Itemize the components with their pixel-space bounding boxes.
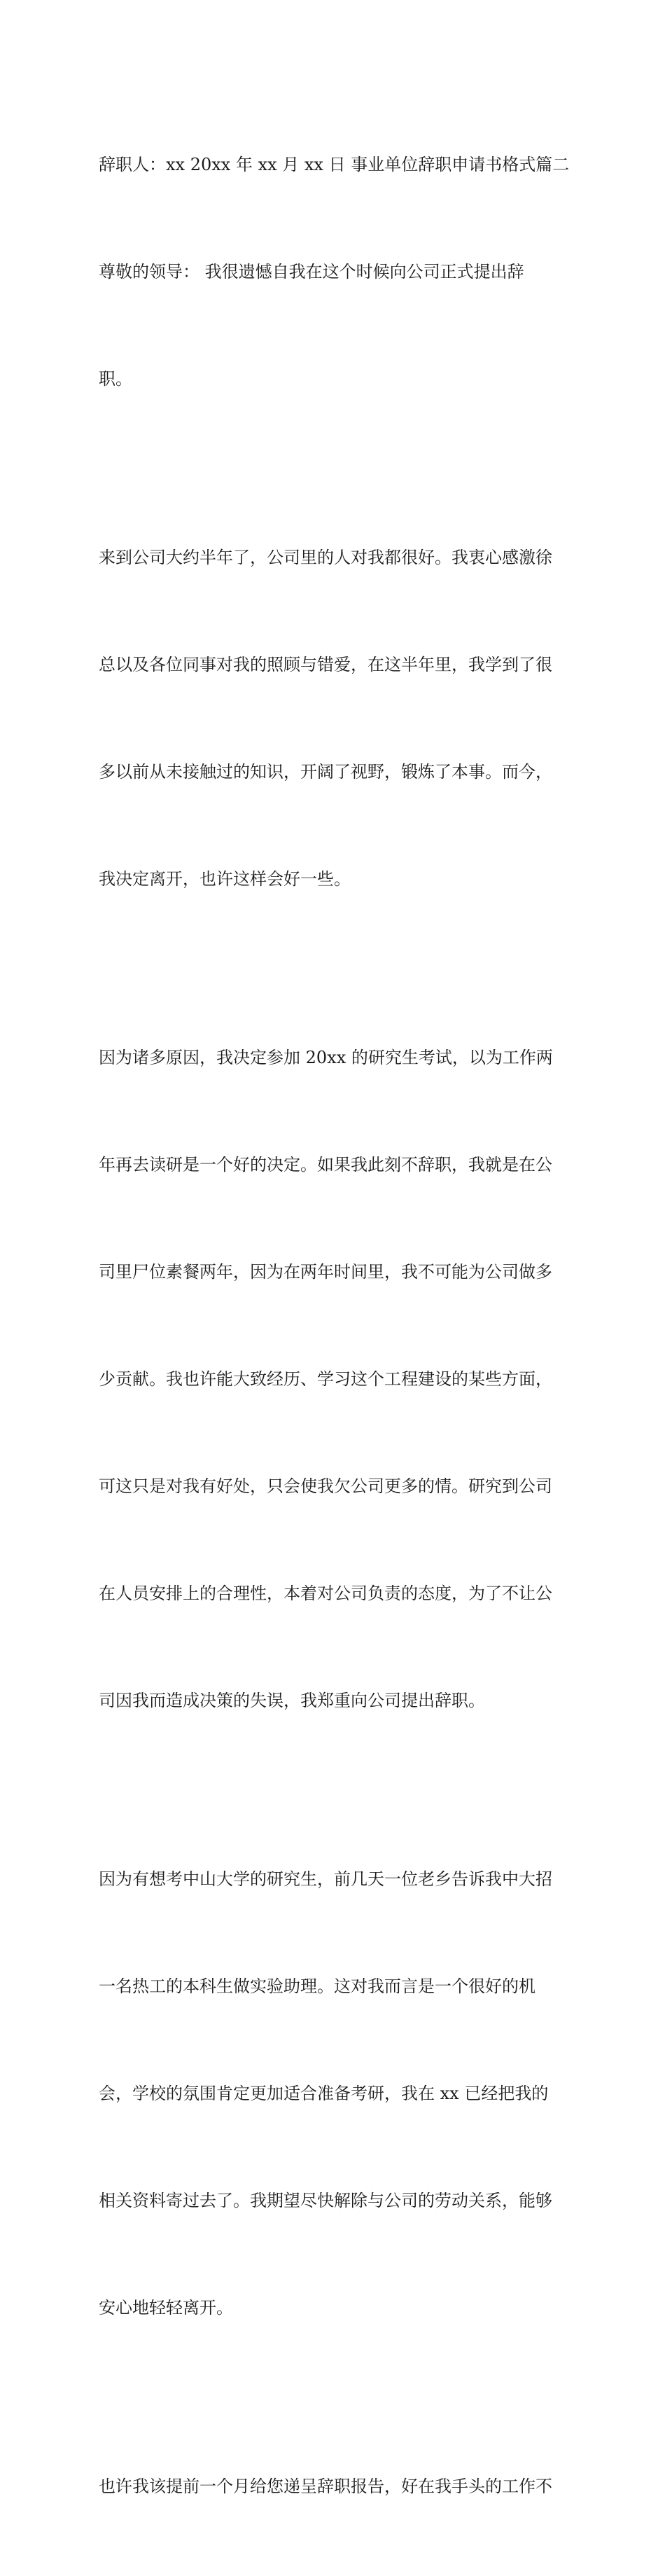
text-line: 一名热工的本科生做实验助理。这对我而言是一个很好的机	[99, 1976, 536, 1996]
text-line: 司里尸位素餐两年，因为在两年时间里，我不可能为公司做多	[99, 1262, 552, 1282]
text-line: 我决定离开，也许这样会好一些。	[99, 869, 351, 889]
text-line: 因为有想考中山大学的研究生，前几天一位老乡告诉我中大招	[99, 1869, 552, 1889]
text-line: 也许我该提前一个月给您递呈辞职报告，好在我手头的工作不	[99, 2477, 552, 2496]
text-line: 尊敬的领导： 我很遗憾自我在这个时候向公司正式提出辞	[99, 262, 524, 282]
text-line: 因为诸多原因，我决定参加 20xx 的研究生考试，以为工作两	[99, 1048, 553, 1067]
text-line: 来到公司大约半年了，公司里的人对我都很好。我衷心感激徐	[99, 548, 552, 567]
document-body	[99, 76, 569, 2576]
text-line: 可这只是对我有好处，只会使我欠公司更多的情。研究到公司	[99, 1476, 552, 1496]
text-line: 在人员安排上的合理性，本着对公司负责的态度，为了不让公	[99, 1584, 552, 1603]
text-line: 司因我而造成决策的失误，我郑重向公司提出辞职。	[99, 1691, 485, 1710]
paragraph-5	[99, 2397, 569, 2576]
text-line: 总以及各位同事对我的照顾与错爱，在这半年里，我学到了很	[99, 655, 552, 674]
text-line: 辞职人：xx 20xx 年 xx 月 xx 日 事业单位辞职申请书格式篇二	[99, 155, 570, 174]
paragraph-2	[99, 469, 569, 969]
text-line: 安心地轻轻离开。	[99, 2298, 233, 2318]
paragraph-3	[99, 969, 569, 1790]
text-line: 多以前从未接触过的知识，开阔了视野，锻炼了本事。而今，	[99, 762, 552, 782]
text-line: 少贡献。我也许能大致经历、学习这个工程建设的某些方面，	[99, 1369, 552, 1389]
text-line: 年再去读研是一个好的决定。如果我此刻不辞职，我就是在公	[99, 1155, 552, 1175]
text-line: 相关资料寄过去了。我期望尽快解除与公司的劳动关系，能够	[99, 2191, 552, 2210]
paragraph-1	[99, 76, 569, 469]
paragraph-4	[99, 1790, 569, 2397]
text-line: 职。	[99, 369, 132, 389]
text-line: 会，学校的氛围肯定更加适合准备考研，我在 xx 已经把我的	[99, 2084, 549, 2103]
